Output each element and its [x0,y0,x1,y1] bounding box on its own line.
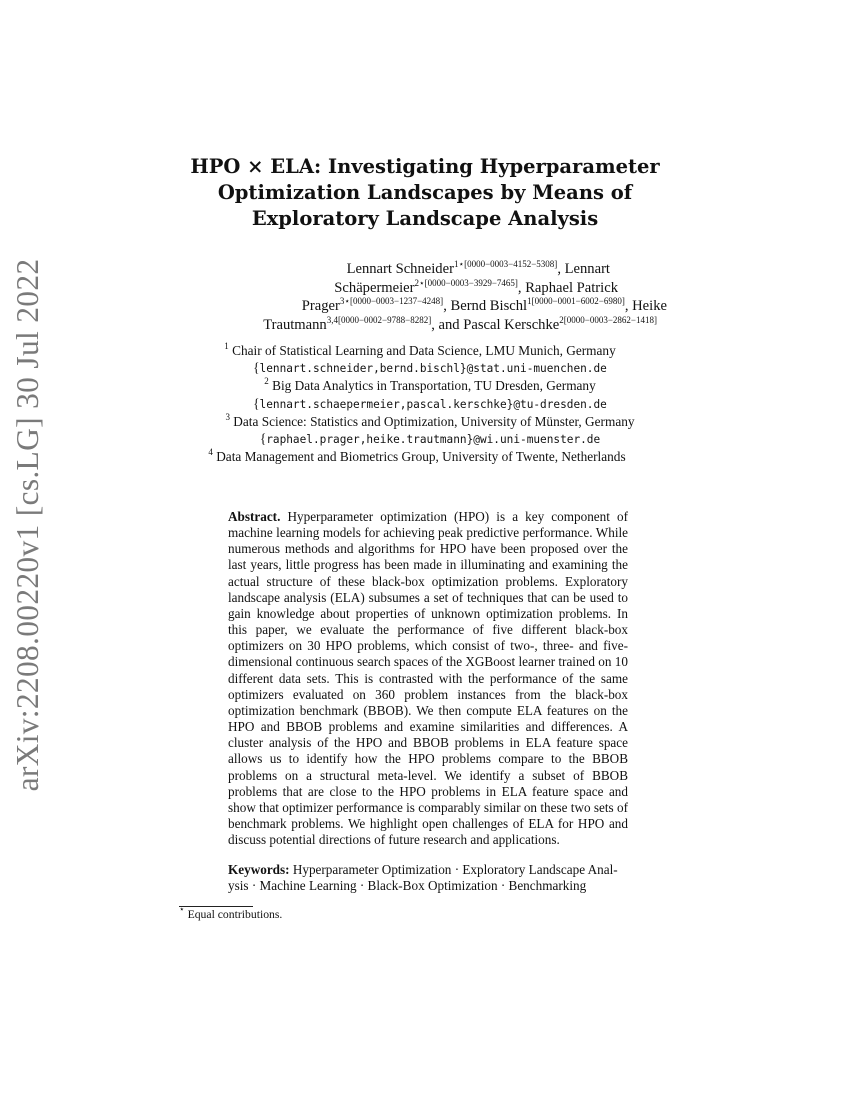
footnote-rule [179,906,253,907]
affiliation-email [180,395,680,413]
email-brace: { [253,395,260,411]
paper-title [150,154,700,232]
title-line: HPO × ELA: Investigating Hyperparameter [190,155,660,178]
affiliation-name: Data Management and Biometrics Group, University of Twente, Netherlands [216,449,626,465]
author-name: , Lennart [557,261,610,277]
author-name: , Heike [624,298,667,314]
author-line [170,260,680,279]
affiliation-number: 3 [225,411,230,422]
author-name: , and Pascal Kerschke [431,316,560,333]
author-line [170,279,680,298]
author-orcid: 3⋆[0000−0003−1237−4248] [339,296,444,306]
affiliation-number: 1 [224,341,229,351]
abstract-label: Abstract. [228,509,281,524]
keywords-text: Hyperparameter Optimization · Exploratory Landscape Anal- [292,862,618,877]
arxiv-sidebar [6,258,50,792]
abstract-paragraph [228,509,628,848]
affiliation-line [180,377,680,394]
footnote-text: Equal contributions. [187,908,283,921]
author-name: Lennart Schneider [346,261,454,277]
affiliation-number: 2 [264,376,269,387]
author-name: , Bernd Bischl [443,298,528,314]
keywords-text: ysis · Machine Learning · Black-Box Optimization · Benchmarking [228,878,587,894]
arxiv-identifier: arXiv:2208.00220v1 [cs.LG] 30 Jul 2022 [10,258,45,792]
abstract [228,509,628,848]
email-address: raphael.prager,heike.trautmann}@wi.uni-muenster.de [266,433,601,447]
author-name: Trautmann [263,316,327,333]
author-name: Schäpermeier [334,279,415,296]
abstract-text: Hyperparameter optimization (HPO) is a key component of machine learning models for achieving peak predictive performance. While numerous methods and algorithms for HPO have been proposed over the last years, little progress has been made in illuminating and examining the actual structure of these black-box optimization problems. Exploratory landscape analysis (ELA) subsumes a set of techniques that can be used to gain knowledge about properties of unknown optimization problems. In this paper, we evaluate the performance of five different black-box optimizers on 30 HPO problems, which consist of two-, three- and five-dimensional continuous search spaces of the XGBoost learner trained on 10 different data sets. This is contrasted with the performance of the same optimizers evaluated on 360 problem instances from the black-box optimization benchmark (BBOB). We then compute ELA features on the HPO and BBOB problems and examine similarities and differences. A cluster analysis of the HPO and BBOB problems in ELA feature space allows us to identify how the HPO problems compare to the BBOB problems on a structural meta-level. We identify a subset of BBOB problems that are close to the HPO problems in ELA feature space and show that optimizer performance is comparably similar on these two sets of benchmark problems. We highlight open challenges of ELA for HPO and discuss potential directions of future research and applications. [228,509,628,848]
author-orcid: 1⋆[0000−0003−4152−5308] [453,259,558,269]
email-address: lennart.schaepermeier,pascal.kerschke}@tu-dresden.de [259,397,607,411]
footnote-mark: ⋆ [179,904,185,914]
affiliation-line [180,413,680,430]
affiliation-email [180,359,680,377]
footnote [179,904,283,922]
author-name: Prager [301,298,340,314]
author-orcid: 2⋆[0000−0003−3929−7465] [414,277,518,288]
author-orcid: 2[0000−0003−2862−1418] [559,314,657,325]
email-brace: { [259,431,267,447]
keywords-line [228,878,648,894]
author-line [170,316,680,335]
affiliation-number: 4 [208,447,213,458]
title-line: Optimization Landscapes by Means of [217,181,633,204]
keywords [228,862,648,894]
keywords-line [228,862,648,878]
title-line: Exploratory Landscape Analysis [251,207,599,230]
author-list [170,260,680,334]
keywords-label: Keywords: [228,862,290,877]
affiliation-name: Data Science: Statistics and Optimization, University of Münster, Germany [233,413,635,429]
author-line [170,297,680,316]
email-brace: { [253,360,260,376]
affiliation-email [180,430,680,448]
email-address: lennart.schneider,bernd.bischl}@stat.uni-muenchen.de [259,362,607,376]
author-orcid: 3,4[0000−0002−9788−8282] [326,314,432,325]
affiliation-line [160,342,680,359]
author-name: , Raphael Patrick [517,279,618,296]
author-orcid: 1[0000−0001−6002−6980] [527,296,625,306]
affiliation-line [154,448,680,465]
affiliations [180,342,680,465]
affiliation-name: Big Data Analytics in Transportation, TU Dresden, Germany [272,378,596,394]
affiliation-name: Chair of Statistical Learning and Data Science, LMU Munich, Germany [232,343,616,358]
